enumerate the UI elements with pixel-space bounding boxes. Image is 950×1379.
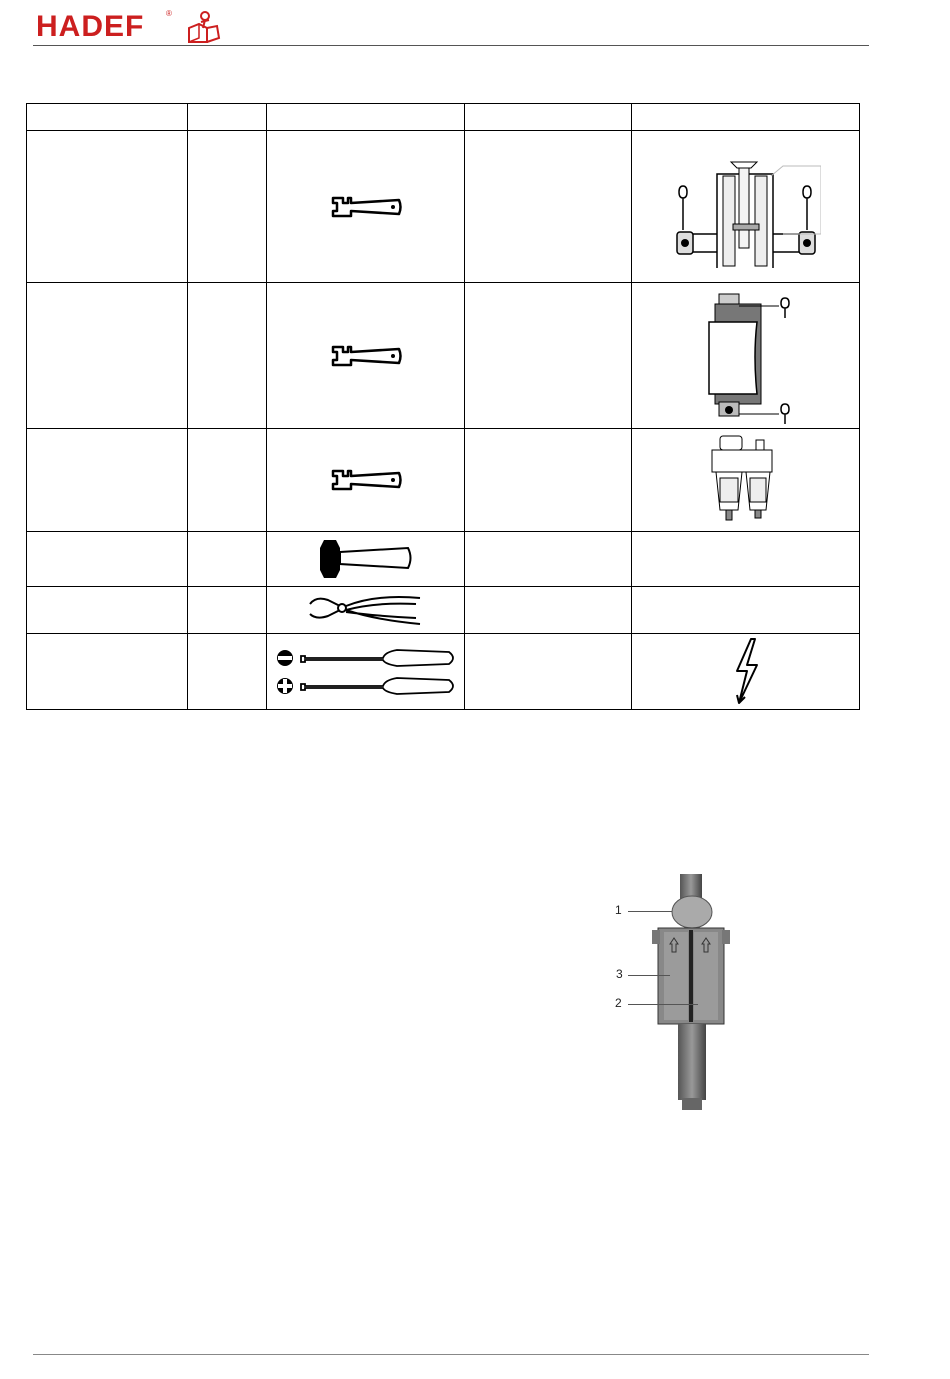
roller-unit-figure <box>681 286 811 426</box>
table-cell-interval <box>188 587 267 634</box>
table-cell-interval <box>188 131 267 283</box>
trolley-photo <box>612 870 742 1115</box>
table-cell-action <box>465 429 632 532</box>
callout-leader <box>628 975 670 976</box>
header-cell-action <box>465 104 632 131</box>
hammer-icon <box>316 536 416 582</box>
callout-label: 3 <box>616 967 623 981</box>
brand-logo-icon <box>185 8 223 44</box>
table-cell-action <box>465 634 632 710</box>
footer-divider <box>33 1354 869 1355</box>
callout-label: 2 <box>615 996 622 1010</box>
table-row <box>27 429 860 532</box>
screwdrivers-icon <box>273 644 459 700</box>
table-cell-tool <box>267 634 465 710</box>
header-divider <box>33 45 869 46</box>
table-cell-figure <box>632 283 860 429</box>
table-cell-figure <box>632 634 860 710</box>
maintenance-table <box>26 103 860 710</box>
table-cell-part <box>27 429 188 532</box>
header-cell-figure <box>632 104 860 131</box>
table-cell-tool <box>267 131 465 283</box>
table-cell-figure <box>632 587 860 634</box>
table-cell-part <box>27 532 188 587</box>
table-cell-tool <box>267 587 465 634</box>
callout-leader <box>628 911 672 912</box>
trolley-wheels-figure <box>671 146 821 268</box>
table-header-row <box>27 104 860 131</box>
callout-leader <box>628 1004 698 1005</box>
callout-label: 1 <box>615 903 622 917</box>
table-cell-tool <box>267 532 465 587</box>
lightning-bolt-icon <box>731 637 761 707</box>
page-header <box>0 0 950 50</box>
brand-logo-text: HADEF <box>36 10 145 43</box>
table-row <box>27 634 860 710</box>
table-cell-part <box>27 587 188 634</box>
table-row <box>27 532 860 587</box>
registered-mark: ® <box>166 9 172 18</box>
table-cell-part <box>27 131 188 283</box>
wrench-icon <box>329 192 403 222</box>
table-row <box>27 587 860 634</box>
table-cell-action <box>465 131 632 283</box>
air-service-unit-figure <box>706 430 786 530</box>
table-cell-part <box>27 283 188 429</box>
table-cell-action <box>465 532 632 587</box>
table-cell-interval <box>188 429 267 532</box>
table-cell-action <box>465 283 632 429</box>
table-cell-interval <box>188 634 267 710</box>
table-cell-interval <box>188 532 267 587</box>
wrench-icon <box>329 465 403 495</box>
wrench-icon <box>329 341 403 371</box>
header-cell-part <box>27 104 188 131</box>
table-cell-tool <box>267 283 465 429</box>
table-cell-figure <box>632 429 860 532</box>
table-cell-figure <box>632 532 860 587</box>
table-cell-part <box>27 634 188 710</box>
table-cell-action <box>465 587 632 634</box>
table-cell-tool <box>267 429 465 532</box>
header-cell-interval <box>188 104 267 131</box>
table-row <box>27 131 860 283</box>
table-cell-figure <box>632 131 860 283</box>
table-cell-interval <box>188 283 267 429</box>
table-row <box>27 283 860 429</box>
pliers-icon <box>306 590 426 630</box>
header-cell-tool <box>267 104 465 131</box>
